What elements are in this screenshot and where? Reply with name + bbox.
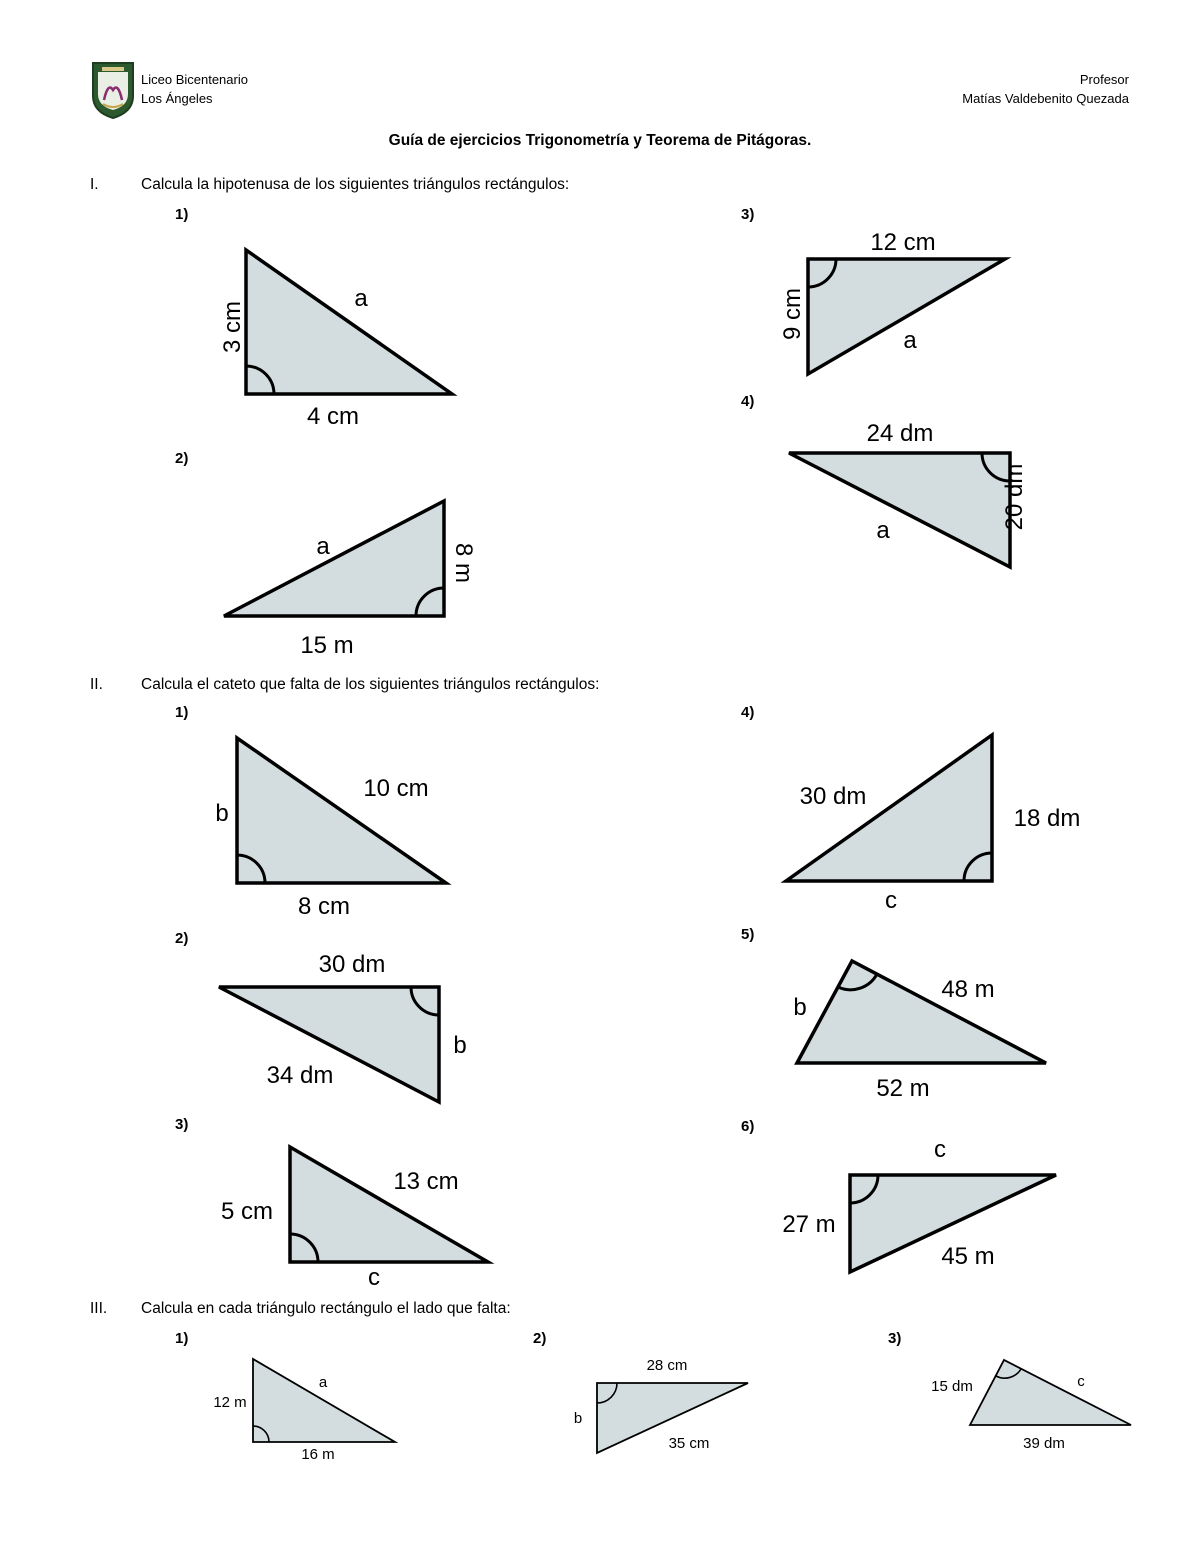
triangle-I-1 (219, 250, 452, 430)
side-label: c (368, 1264, 380, 1291)
side-label: 35 cm (668, 1435, 710, 1452)
side-label: 20 dm (1001, 463, 1028, 531)
triangle-II-2 (219, 951, 467, 1102)
side-label: a (318, 1374, 328, 1391)
side-label: c (1077, 1373, 1085, 1390)
teacher-name: Matías Valdebenito Quezada (962, 91, 1129, 106)
side-label: 52 m (876, 1075, 930, 1102)
side-label: a (903, 327, 917, 354)
side-label: b (573, 1410, 583, 1427)
side-label: 28 cm (646, 1357, 688, 1374)
side-label: b (793, 994, 807, 1021)
side-label: 15 m (300, 632, 354, 659)
item-number: 5) (741, 926, 755, 943)
side-label: 13 cm (393, 1168, 459, 1195)
section-1-numeral: I. (90, 176, 99, 193)
side-label: 39 dm (1023, 1435, 1065, 1452)
triangle-I-3 (779, 229, 1005, 374)
side-label: 5 cm (220, 1198, 274, 1225)
section-3-instruction: Calcula en cada triángulo rectángulo el lado que falta: (141, 1300, 511, 1317)
side-label: 9 cm (779, 287, 806, 341)
triangle-III-3 (931, 1360, 1131, 1452)
side-label: 18 dm (1013, 805, 1081, 832)
item-number: 4) (741, 393, 755, 410)
triangle-III-2 (574, 1357, 748, 1453)
triangle-II-4 (786, 735, 1080, 914)
side-label: 12 cm (870, 229, 936, 256)
item-number: 4) (741, 704, 755, 721)
triangle-III-1 (213, 1359, 395, 1463)
item-number: 3) (888, 1330, 902, 1347)
side-label: 30 dm (799, 783, 867, 810)
triangle-II-6 (782, 1136, 1056, 1272)
item-number: 1) (175, 704, 189, 721)
triangle-II-3 (221, 1147, 488, 1291)
side-label: 27 m (782, 1211, 836, 1238)
side-label: 24 dm (866, 420, 934, 447)
item-number: 2) (175, 450, 189, 467)
triangle-II-1 (215, 738, 446, 920)
school-name: Liceo Bicentenario (141, 72, 248, 87)
section-1-instruction: Calcula la hipotenusa de los siguientes triángulos rectángulos: (141, 176, 570, 193)
section-2-instruction: Calcula el cateto que falta de los siguientes triángulos rectángulos: (141, 676, 600, 693)
side-label: c (885, 887, 897, 914)
side-label: 45 m (941, 1243, 995, 1270)
side-label: a (354, 285, 368, 312)
side-label: b (453, 1032, 467, 1059)
side-label: a (316, 533, 330, 560)
item-number: 2) (175, 930, 189, 947)
triangle-I-4 (789, 420, 1028, 567)
side-label: 16 m (301, 1446, 335, 1463)
school-city: Los Ángeles (141, 91, 213, 106)
side-label: 30 dm (318, 951, 386, 978)
section-2-numeral: II. (90, 676, 103, 693)
side-label: 3 cm (219, 300, 246, 354)
side-label: 15 dm (931, 1378, 973, 1395)
item-number: 1) (175, 206, 189, 223)
item-number: 1) (175, 1330, 189, 1347)
item-number: 3) (175, 1116, 189, 1133)
side-label: c (934, 1136, 946, 1163)
side-label: 48 m (941, 976, 995, 1003)
page-title: Guía de ejercicios Trigonometría y Teorema de Pitágoras. (388, 132, 812, 149)
item-number: 2) (533, 1330, 547, 1347)
side-label: b (215, 800, 229, 827)
section-3-numeral: III. (90, 1300, 108, 1317)
teacher-role: Profesor (1079, 72, 1129, 87)
item-number: 3) (741, 206, 755, 223)
side-label: 12 m (213, 1394, 247, 1411)
side-label: 8 m (450, 542, 477, 584)
item-number: 6) (741, 1118, 755, 1135)
side-label: 8 cm (297, 893, 351, 920)
side-label: 4 cm (306, 403, 360, 430)
side-label: a (876, 517, 890, 544)
triangle-I-2 (224, 501, 477, 659)
side-label: 10 cm (363, 775, 429, 802)
side-label: 34 dm (266, 1062, 334, 1089)
triangle-II-5 (793, 961, 1046, 1102)
